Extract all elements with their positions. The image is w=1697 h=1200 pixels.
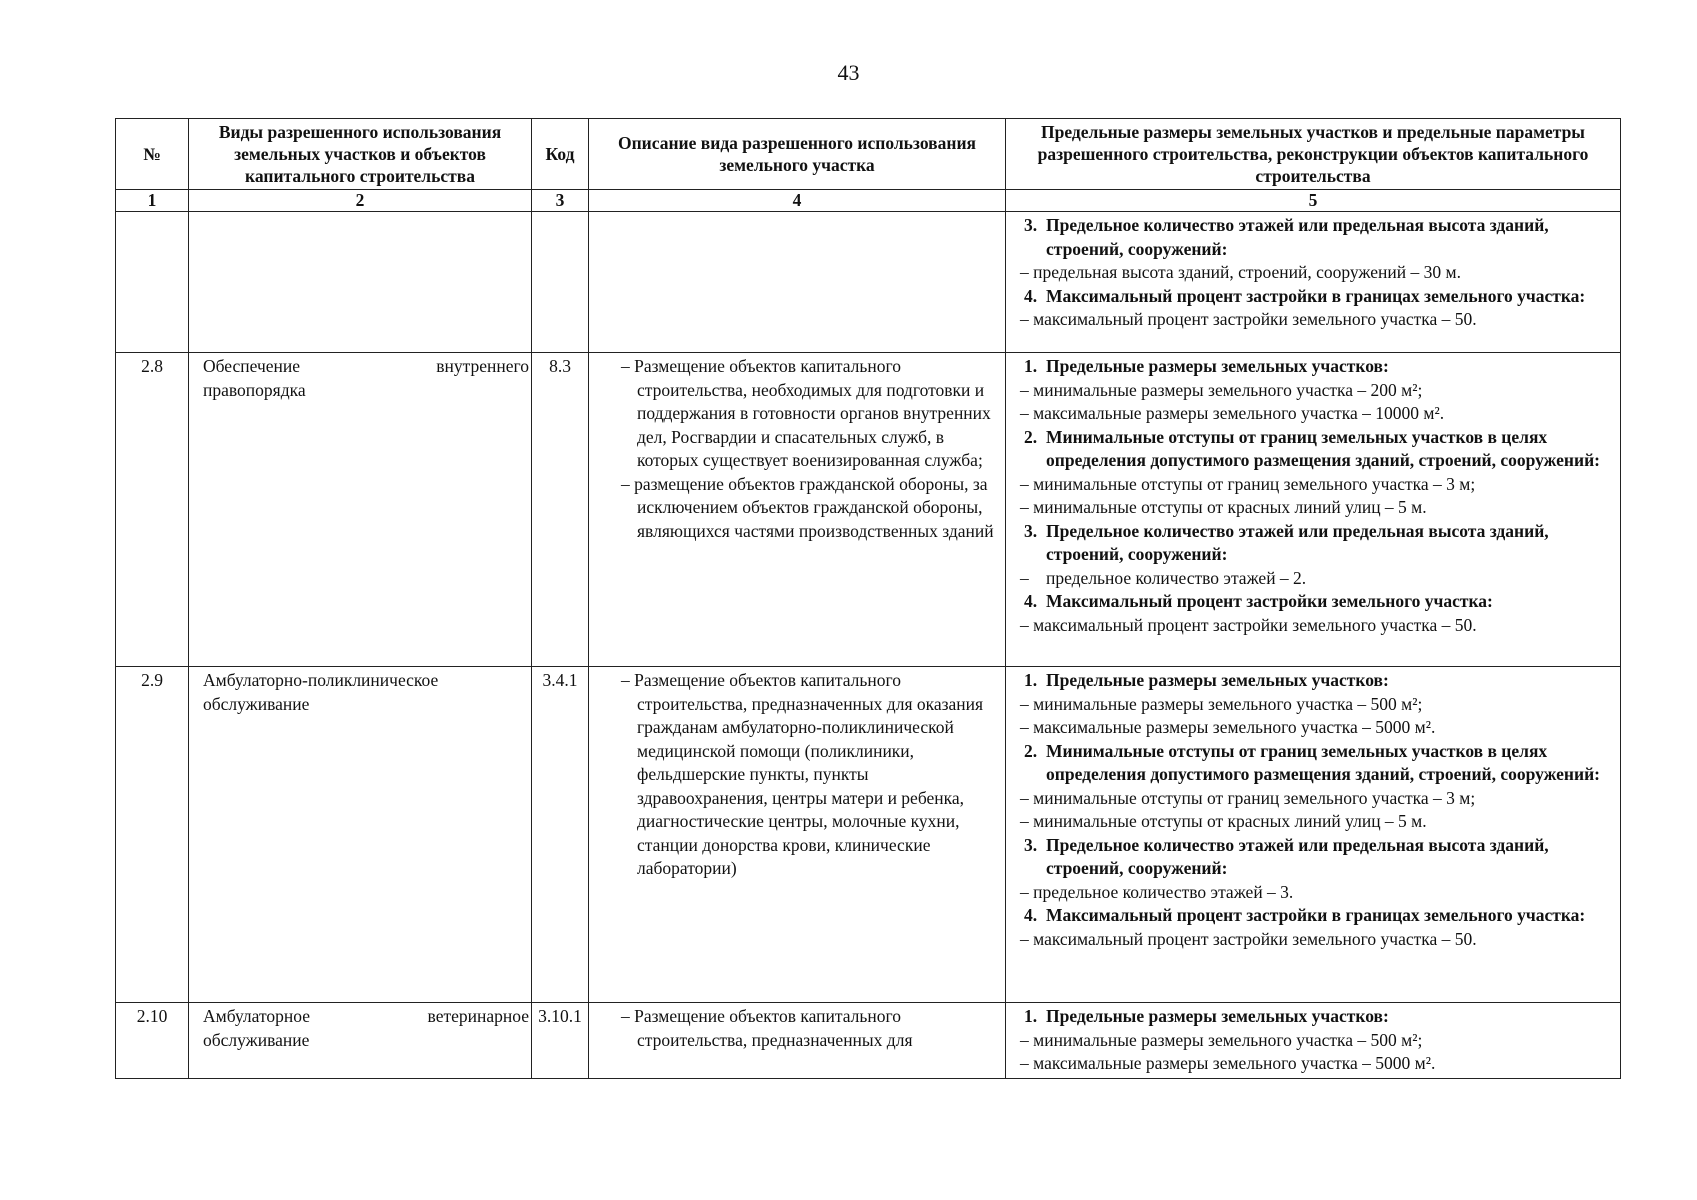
- parameter-heading-text: Предельное количество этажей или предельная высота зданий, строений, сооружений:: [1046, 834, 1549, 878]
- row-number: 2.8: [116, 353, 189, 667]
- parameter-number: 3.: [1024, 215, 1038, 235]
- dash-marker: –: [1020, 567, 1029, 588]
- use-type-name-line: Амбулаторное ветеринарное: [203, 1006, 529, 1026]
- parameter-value: – максимальный процент застройки земельного участка – 50.: [1020, 309, 1477, 329]
- use-code: 3.10.1: [532, 1003, 589, 1079]
- use-type-name: [189, 353, 532, 667]
- use-description: [589, 667, 1006, 1003]
- use-type-name-line: правопорядка: [203, 379, 306, 400]
- description-paragraph: – Размещение объектов капитального строительства, предназначенных для оказания гражданам амбулаторно-поликлинической медицинской помощи (поликлиники, фельдшерские пункты, пункты здравоохранения, центры матери и ребенка, диагностические центры, молочные кухни, станции донорства крови, клинические лаборатории): [621, 670, 984, 878]
- header-parameters: Предельные размеры земельных участков и предельные параметры разрешенного строительства, реконструкции объектов капитального строительства: [1006, 119, 1621, 190]
- parameter-number: 4.: [1024, 285, 1038, 306]
- parameter-heading: [1020, 355, 1612, 379]
- parameter-value: – минимальные отступы от границ земельного участка – 3 м;: [1020, 473, 1476, 494]
- column-numbers-row: [116, 190, 1621, 212]
- column-number: 3: [532, 190, 589, 212]
- parameter-value: – максимальный процент застройки земельного участка – 50.: [1020, 614, 1477, 635]
- use-type-name-line: Обеспечение внутреннего: [203, 356, 529, 376]
- parameter-value: – максимальные размеры земельного участка – 5000 м².: [1020, 717, 1436, 737]
- use-type-name: [189, 212, 532, 353]
- use-parameters: [1006, 1003, 1621, 1079]
- parameter-heading: [1020, 740, 1612, 787]
- row-number: [116, 212, 189, 353]
- parameter-value: – максимальные размеры земельного участка – 5000 м².: [1020, 1053, 1436, 1073]
- use-type-name-line: обслуживание: [203, 1029, 310, 1050]
- use-code: 8.3: [532, 353, 589, 667]
- use-description: [589, 212, 1006, 353]
- header-code: Код: [532, 119, 589, 190]
- parameter-heading-text: Максимальный процент застройки в границах земельного участка:: [1046, 285, 1586, 306]
- parameter-heading: [1020, 426, 1612, 473]
- column-number: 5: [1006, 190, 1621, 212]
- parameter-value: – максимальный процент застройки земельного участка – 50.: [1020, 928, 1477, 949]
- use-parameters: [1006, 212, 1621, 353]
- use-type-name: [189, 667, 532, 1003]
- parameter-value: – минимальные размеры земельного участка – 200 м²;: [1020, 379, 1423, 400]
- parameter-value: [1020, 567, 1612, 591]
- parameter-value: – предельная высота зданий, строений, сооружений – 30 м.: [1020, 262, 1461, 282]
- parameter-value: – минимальные размеры земельного участка – 500 м²;: [1020, 1029, 1423, 1050]
- parameter-heading: [1020, 520, 1612, 567]
- table-row: [116, 667, 1621, 1003]
- header-use-types: Виды разрешенного использования земельных участков и объектов капитального строительства: [189, 119, 532, 190]
- use-description: [589, 1003, 1006, 1079]
- use-description: [589, 353, 1006, 667]
- column-number: 2: [189, 190, 532, 212]
- parameter-heading-text: Минимальные отступы от границ земельных участков в целях определения допустимого размещения зданий, строений, сооружений:: [1046, 740, 1600, 784]
- parameter-value: – минимальные отступы от границ земельного участка – 3 м;: [1020, 787, 1476, 808]
- parameter-heading: [1020, 590, 1612, 614]
- table-row: [116, 212, 1621, 353]
- header-description: Описание вида разрешенного использования земельного участка: [589, 119, 1006, 190]
- parameter-heading: [1020, 1005, 1612, 1029]
- description-paragraph: – Размещение объектов капитального строительства, необходимых для подготовки и поддержания в готовности органов внутренних дел, Росгвардии и спасательных служб, в которых существует военизированная служба;: [621, 356, 991, 470]
- parameter-heading: [1020, 285, 1612, 309]
- parameter-number: 4.: [1024, 591, 1038, 611]
- land-use-table: [115, 118, 1621, 1079]
- table-row: [116, 1003, 1621, 1079]
- parameter-number: 1.: [1024, 356, 1038, 376]
- use-code: [532, 212, 589, 353]
- page-number: 43: [837, 60, 860, 85]
- parameter-value: – предельное количество этажей – 3.: [1020, 881, 1294, 902]
- parameter-value: – минимальные отступы от красных линий улиц – 5 м.: [1020, 811, 1427, 831]
- use-type-name: [189, 1003, 532, 1079]
- parameter-heading-text: Предельное количество этажей или предельная высота зданий, строений, сооружений:: [1046, 215, 1549, 259]
- parameter-number: 4.: [1024, 905, 1038, 925]
- parameter-heading-text: Предельные размеры земельных участков:: [1046, 670, 1389, 690]
- parameter-value: – минимальные отступы от красных линий улиц – 5 м.: [1020, 497, 1427, 517]
- parameter-heading: [1020, 214, 1612, 261]
- parameter-number: 2.: [1024, 740, 1038, 761]
- row-number: 2.9: [116, 667, 189, 1003]
- parameter-heading: [1020, 834, 1612, 881]
- column-number: 4: [589, 190, 1006, 212]
- parameter-number: 1.: [1024, 670, 1038, 690]
- parameter-number: 2.: [1024, 426, 1038, 447]
- parameter-number: 3.: [1024, 834, 1038, 855]
- parameter-heading: [1020, 904, 1612, 928]
- use-code: 3.4.1: [532, 667, 589, 1003]
- parameter-value-text: предельное количество этажей – 2.: [1046, 567, 1307, 588]
- parameter-heading: [1020, 669, 1612, 693]
- use-parameters: [1006, 667, 1621, 1003]
- use-parameters: [1006, 353, 1621, 667]
- parameter-heading-text: Максимальный процент застройки в границах земельного участка:: [1046, 905, 1586, 925]
- table-body: [116, 212, 1621, 1079]
- row-number: 2.10: [116, 1003, 189, 1079]
- use-type-name-line: Амбулаторно-поликлиническое обслуживание: [203, 670, 439, 714]
- description-paragraph: – Размещение объектов капитального строительства, предназначенных для: [621, 1006, 913, 1050]
- column-number: 1: [116, 190, 189, 212]
- parameter-value: – максимальные размеры земельного участка – 10000 м².: [1020, 403, 1445, 423]
- table-header-row: [116, 119, 1621, 190]
- parameter-value: – минимальные размеры земельного участка – 500 м²;: [1020, 693, 1423, 714]
- description-paragraph: – размещение объектов гражданской обороны, за исключением объектов гражданской обороны, являющихся частями производственных зданий: [621, 473, 994, 541]
- table-row: [116, 353, 1621, 667]
- header-number: №: [116, 119, 189, 190]
- parameter-heading-text: Предельные размеры земельных участков:: [1046, 1006, 1389, 1026]
- parameter-heading-text: Предельные размеры земельных участков:: [1046, 356, 1389, 376]
- parameter-heading-text: Предельное количество этажей или предельная высота зданий, строений, сооружений:: [1046, 520, 1549, 564]
- parameter-heading-text: Минимальные отступы от границ земельных участков в целях определения допустимого размещения зданий, строений, сооружений:: [1046, 426, 1600, 470]
- parameter-number: 3.: [1024, 520, 1038, 541]
- parameter-heading-text: Максимальный процент застройки земельного участка:: [1046, 591, 1493, 611]
- parameter-number: 1.: [1024, 1006, 1038, 1026]
